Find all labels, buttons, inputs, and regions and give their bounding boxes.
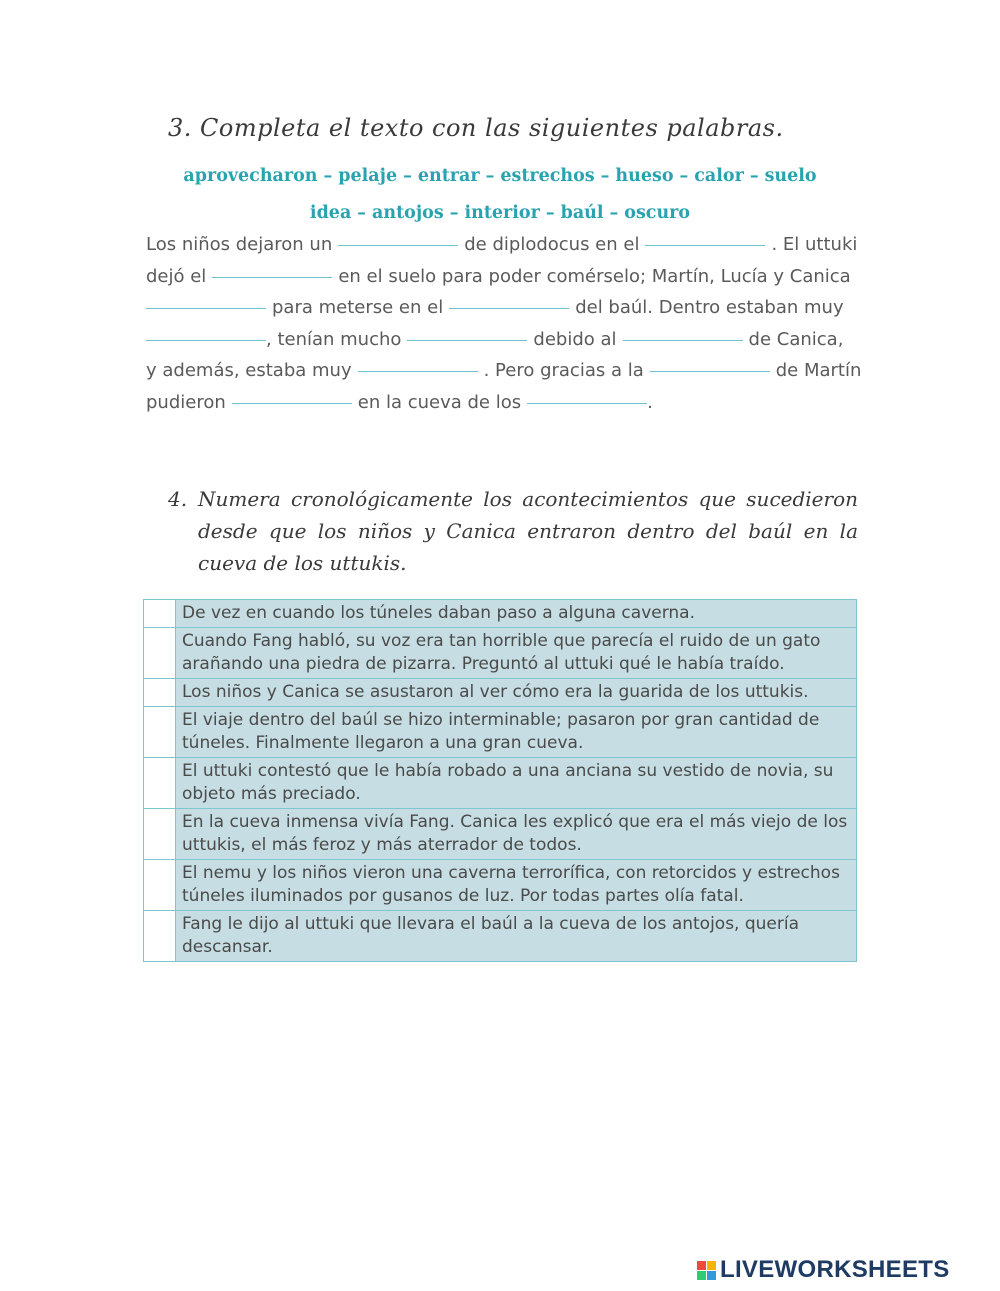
blank-field[interactable] [645,244,765,246]
order-number-box[interactable] [144,628,176,679]
event-text: El uttuki contestó que le había robado a una anciana su vestido de novia, su objeto más preciado. [176,758,857,809]
word: suelo [764,166,817,186]
table-row [144,707,857,758]
order-number-box[interactable] [144,600,176,628]
logo-grid-icon [697,1261,716,1280]
blank-field[interactable] [146,339,266,341]
table-row [144,628,857,679]
liveworksheets-logo[interactable] [697,1256,950,1284]
blank-field[interactable] [358,370,478,372]
blank-field[interactable] [449,307,569,309]
order-number-box[interactable] [144,809,176,860]
word: antojos [372,203,444,223]
table-row [144,679,857,707]
order-number-box[interactable] [144,860,176,911]
order-number-box[interactable] [144,707,176,758]
word: entrar [417,166,480,186]
word: aprovecharon [183,166,318,186]
blank-field[interactable] [232,402,352,404]
word: estrechos [500,166,595,186]
exercise-3-heading: 3. Completa el texto con las siguientes palabras. [168,114,784,142]
fill-in-paragraph: Los niños dejaron un de diplodocus en el . El uttuki dejó el en el suelo para poder comérselo; Martín, Lucía y Canica para meterse en el del baúl. Dentro estaban muy , tenían mucho debido al de Canica, y además, estaba muy . Pero gracias a la de Martín pudieron en la cueva de los . [146,234,862,413]
logo-text: LIVEWORKSHEETS [720,1256,950,1283]
word: calor [694,166,744,186]
order-number-box[interactable] [144,911,176,962]
exercise-4-heading: 4. Numera cronológicamente los acontecimientos que sucedieron desde que los niños y Canica entraron dentro del baúl en la cueva de los uttukis. [168,487,858,575]
blank-field[interactable] [146,307,266,309]
word: baúl [560,203,604,223]
word: hueso [615,166,674,186]
table-row [144,860,857,911]
order-number-box[interactable] [144,679,176,707]
blank-field[interactable] [650,370,770,372]
table-row [144,911,857,962]
event-text: El nemu y los niños vieron una caverna terrorífica, con retorcidos y estrechos túneles iluminados por gusanos de luz. Por todas partes olía fatal. [176,860,857,911]
word-bank-line-2: idea – antojos – interior – baúl – oscuro [309,203,691,223]
word: oscuro [624,203,691,223]
word: interior [464,203,540,223]
blank-field[interactable] [338,244,458,246]
blank-field[interactable] [527,402,647,404]
word: pelaje [338,166,398,186]
blank-field[interactable] [212,276,332,278]
table-row [144,758,857,809]
table-row [144,809,857,860]
event-text: De vez en cuando los túneles daban paso a alguna caverna. [176,600,857,628]
events-table [143,599,857,962]
event-text: En la cueva inmensa vivía Fang. Canica les explicó que era el más viejo de los uttukis, el más feroz y más aterrador de todos. [176,809,857,860]
blank-field[interactable] [407,339,527,341]
table-row [144,600,857,628]
order-number-box[interactable] [144,758,176,809]
event-text: Cuando Fang habló, su voz era tan horrible que parecía el ruido de un gato arañando una piedra de pizarra. Preguntó al uttuki qué le había traído. [176,628,857,679]
event-text: Los niños y Canica se asustaron al ver cómo era la guarida de los uttukis. [176,679,857,707]
event-text: El viaje dentro del baúl se hizo interminable; pasaron por gran cantidad de túneles. Finalmente llegaron a una gran cueva. [176,707,857,758]
word-bank-line-1: aprovecharon – pelaje – entrar – estrechos – hueso – calor – suelo [183,166,817,186]
word: idea [309,203,352,223]
event-text: Fang le dijo al uttuki que llevara el baúl a la cueva de los antojos, quería descansar. [176,911,857,962]
blank-field[interactable] [623,339,743,341]
